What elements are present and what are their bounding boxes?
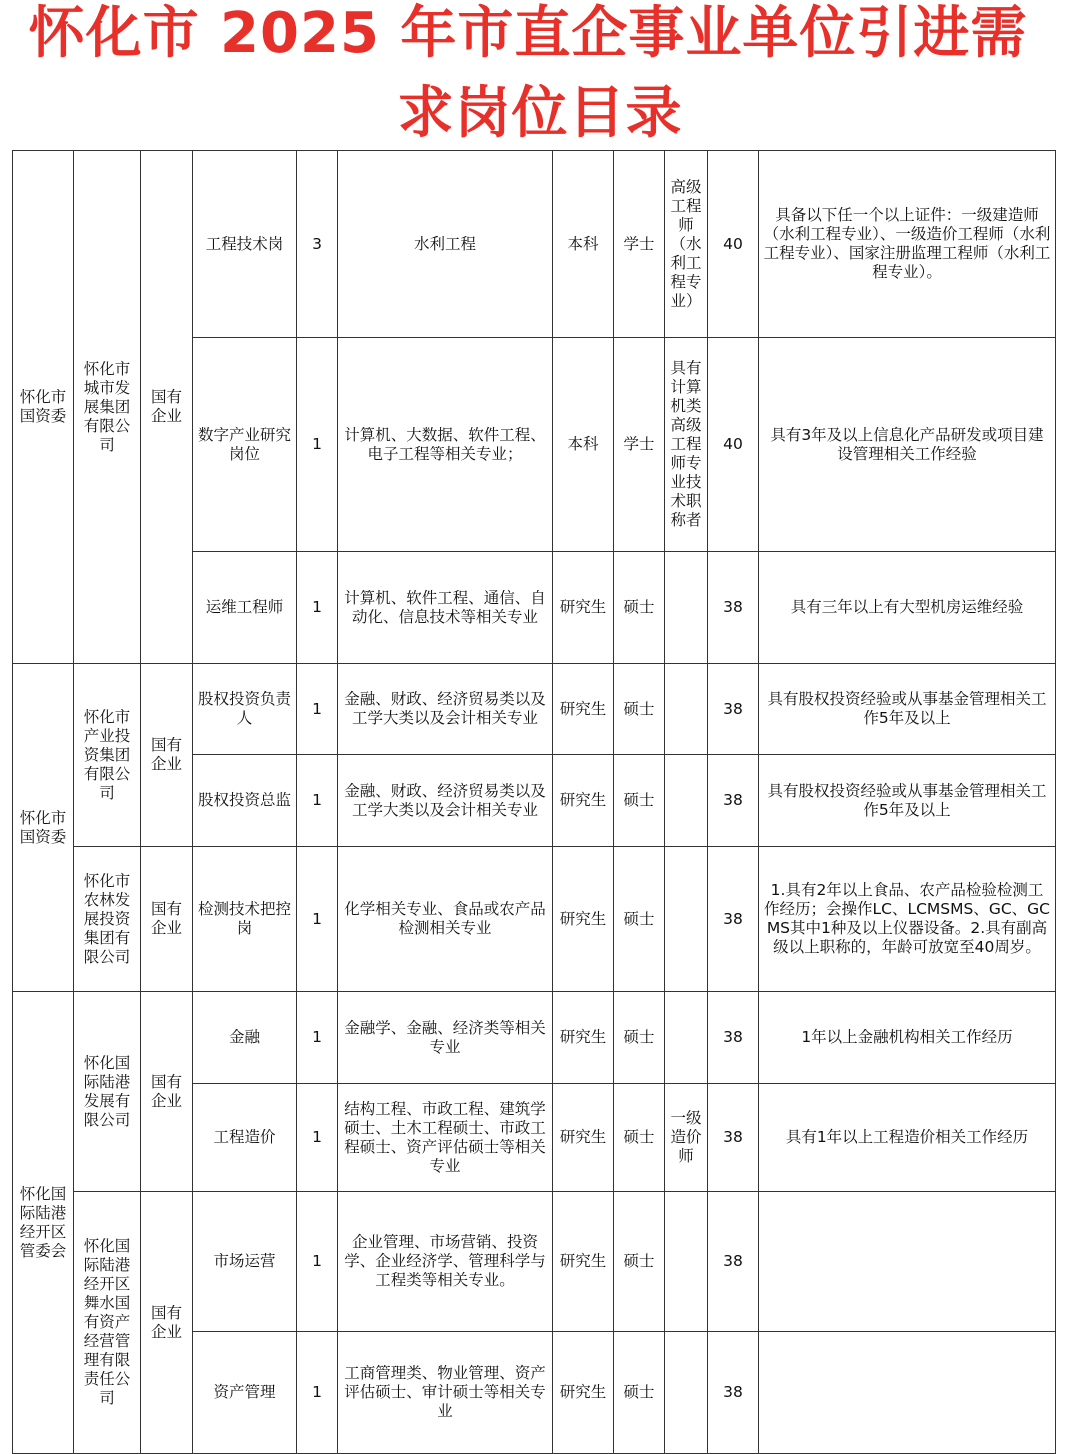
title-cell: 高级工程师（水利工程专业） xyxy=(665,151,708,338)
dept-cell: 怀化市国资委 xyxy=(13,664,74,992)
unit-cell: 怀化市农林发展投资集团有限公司 xyxy=(74,847,141,992)
age-cell: 38 xyxy=(708,847,759,992)
unit-cell: 怀化市城市发展集团有限公司 xyxy=(74,151,141,664)
edu-cell: 研究生 xyxy=(553,1332,614,1454)
requirement-cell: 具备以下任一个以上证件：一级建造师（水利工程专业）、一级造价工程师（水利工程专业）、国家注册监理工程师（水利工程专业）。 xyxy=(759,151,1056,338)
post-cell: 工程造价 xyxy=(193,1084,297,1192)
post-cell: 资产管理 xyxy=(193,1332,297,1454)
requirement-cell: 具有股权投资经验或从事基金管理相关工作5年及以上 xyxy=(759,664,1056,755)
age-cell: 38 xyxy=(708,1192,759,1332)
major-cell: 金融学、金融、经济类等相关专业 xyxy=(338,992,553,1084)
unit-cell: 怀化市产业投资集团有限公司 xyxy=(74,664,141,847)
post-cell: 工程技术岗 xyxy=(193,151,297,338)
unit-cell: 怀化国际陆港发展有限公司 xyxy=(74,992,141,1192)
table-row xyxy=(13,1192,1056,1332)
age-cell: 38 xyxy=(708,755,759,847)
degree-cell: 硕士 xyxy=(614,1084,665,1192)
unit-type-cell: 国有企业 xyxy=(141,664,193,847)
degree-cell: 硕士 xyxy=(614,1332,665,1454)
edu-cell: 研究生 xyxy=(553,755,614,847)
age-cell: 38 xyxy=(708,664,759,755)
title-cell: 具有计算机类高级工程师专业技术职称者 xyxy=(665,338,708,552)
major-cell: 化学相关专业、食品或农产品检测相关专业 xyxy=(338,847,553,992)
edu-cell: 研究生 xyxy=(553,664,614,755)
age-cell: 40 xyxy=(708,338,759,552)
major-cell: 企业管理、市场营销、投资学、企业经济学、管理科学与工程类等相关专业。 xyxy=(338,1192,553,1332)
degree-cell: 硕士 xyxy=(614,847,665,992)
major-cell: 金融、财政、经济贸易类以及工学大类以及会计相关专业 xyxy=(338,755,553,847)
title-cell: 一级造价师 xyxy=(665,1084,708,1192)
age-cell: 40 xyxy=(708,151,759,338)
post-cell: 市场运营 xyxy=(193,1192,297,1332)
major-cell: 计算机、软件工程、通信、自动化、信息技术等相关专业 xyxy=(338,552,553,664)
degree-cell: 学士 xyxy=(614,151,665,338)
edu-cell: 本科 xyxy=(553,151,614,338)
title-cell xyxy=(665,992,708,1084)
page-title-line1: 怀化市 2025 年市直企事业单位引进需 xyxy=(28,1,1028,66)
count-cell: 1 xyxy=(297,755,338,847)
edu-cell: 研究生 xyxy=(553,1084,614,1192)
major-cell: 计算机、大数据、软件工程、电子工程等相关专业； xyxy=(338,338,553,552)
count-cell: 1 xyxy=(297,1332,338,1454)
count-cell: 1 xyxy=(297,338,338,552)
count-cell: 1 xyxy=(297,1084,338,1192)
title-cell xyxy=(665,552,708,664)
requirement-cell: 具有三年以上有大型机房运维经验 xyxy=(759,552,1056,664)
edu-cell: 研究生 xyxy=(553,552,614,664)
unit-type-cell: 国有企业 xyxy=(141,151,193,664)
title-cell xyxy=(665,664,708,755)
unit-type-cell: 国有企业 xyxy=(141,847,193,992)
edu-cell: 研究生 xyxy=(553,992,614,1084)
title-cell xyxy=(665,755,708,847)
table-row xyxy=(13,847,1056,992)
count-cell: 1 xyxy=(297,552,338,664)
major-cell: 工商管理类、物业管理、资产评估硕士、审计硕士等相关专业 xyxy=(338,1332,553,1454)
requirement-cell: 1.具有2年以上食品、农产品检验检测工作经历；会操作LC、LCMSMS、GC、GCMS其中1种及以上仪器设备。2.具有副高级以上职称的，年龄可放宽至40周岁。 xyxy=(759,847,1056,992)
count-cell: 1 xyxy=(297,992,338,1084)
major-cell: 金融、财政、经济贸易类以及工学大类以及会计相关专业 xyxy=(338,664,553,755)
table-row xyxy=(13,151,1056,338)
post-cell: 股权投资总监 xyxy=(193,755,297,847)
post-cell: 数字产业研究岗位 xyxy=(193,338,297,552)
degree-cell: 学士 xyxy=(614,338,665,552)
title-cell xyxy=(665,847,708,992)
degree-cell: 硕士 xyxy=(614,755,665,847)
degree-cell: 硕士 xyxy=(614,552,665,664)
age-cell: 38 xyxy=(708,992,759,1084)
edu-cell: 研究生 xyxy=(553,847,614,992)
dept-cell: 怀化市国资委 xyxy=(13,151,74,664)
dept-cell: 怀化国际陆港经开区管委会 xyxy=(13,992,74,1454)
unit-type-cell: 国有企业 xyxy=(141,1192,193,1454)
edu-cell: 本科 xyxy=(553,338,614,552)
page-title-line2: 求岗位目录 xyxy=(397,81,683,146)
table-row xyxy=(13,664,1056,755)
count-cell: 1 xyxy=(297,1192,338,1332)
requirement-cell xyxy=(759,1332,1056,1454)
age-cell: 38 xyxy=(708,1084,759,1192)
major-cell: 结构工程、市政工程、建筑学硕士、土木工程硕士、市政工程硕士、资产评估硕士等相关专业 xyxy=(338,1084,553,1192)
degree-cell: 硕士 xyxy=(614,992,665,1084)
title-cell xyxy=(665,1332,708,1454)
age-cell: 38 xyxy=(708,552,759,664)
count-cell: 1 xyxy=(297,847,338,992)
requirement-cell xyxy=(759,1192,1056,1332)
post-cell: 检测技术把控岗 xyxy=(193,847,297,992)
age-cell: 38 xyxy=(708,1332,759,1454)
position-table xyxy=(12,150,1056,1454)
unit-cell: 怀化国际陆港经开区舞水国有资产经营管理有限责任公司 xyxy=(74,1192,141,1454)
requirement-cell: 具有3年及以上信息化产品研发或项目建设管理相关工作经验 xyxy=(759,338,1056,552)
unit-type-cell: 国有企业 xyxy=(141,992,193,1192)
degree-cell: 硕士 xyxy=(614,664,665,755)
degree-cell: 硕士 xyxy=(614,1192,665,1332)
post-cell: 运维工程师 xyxy=(193,552,297,664)
title-cell xyxy=(665,1192,708,1332)
requirement-cell: 具有1年以上工程造价相关工作经历 xyxy=(759,1084,1056,1192)
post-cell: 金融 xyxy=(193,992,297,1084)
requirement-cell: 具有股权投资经验或从事基金管理相关工作5年及以上 xyxy=(759,755,1056,847)
table-row xyxy=(13,992,1056,1084)
count-cell: 3 xyxy=(297,151,338,338)
post-cell: 股权投资负责人 xyxy=(193,664,297,755)
edu-cell: 研究生 xyxy=(553,1192,614,1332)
requirement-cell: 1年以上金融机构相关工作经历 xyxy=(759,992,1056,1084)
major-cell: 水利工程 xyxy=(338,151,553,338)
count-cell: 1 xyxy=(297,664,338,755)
